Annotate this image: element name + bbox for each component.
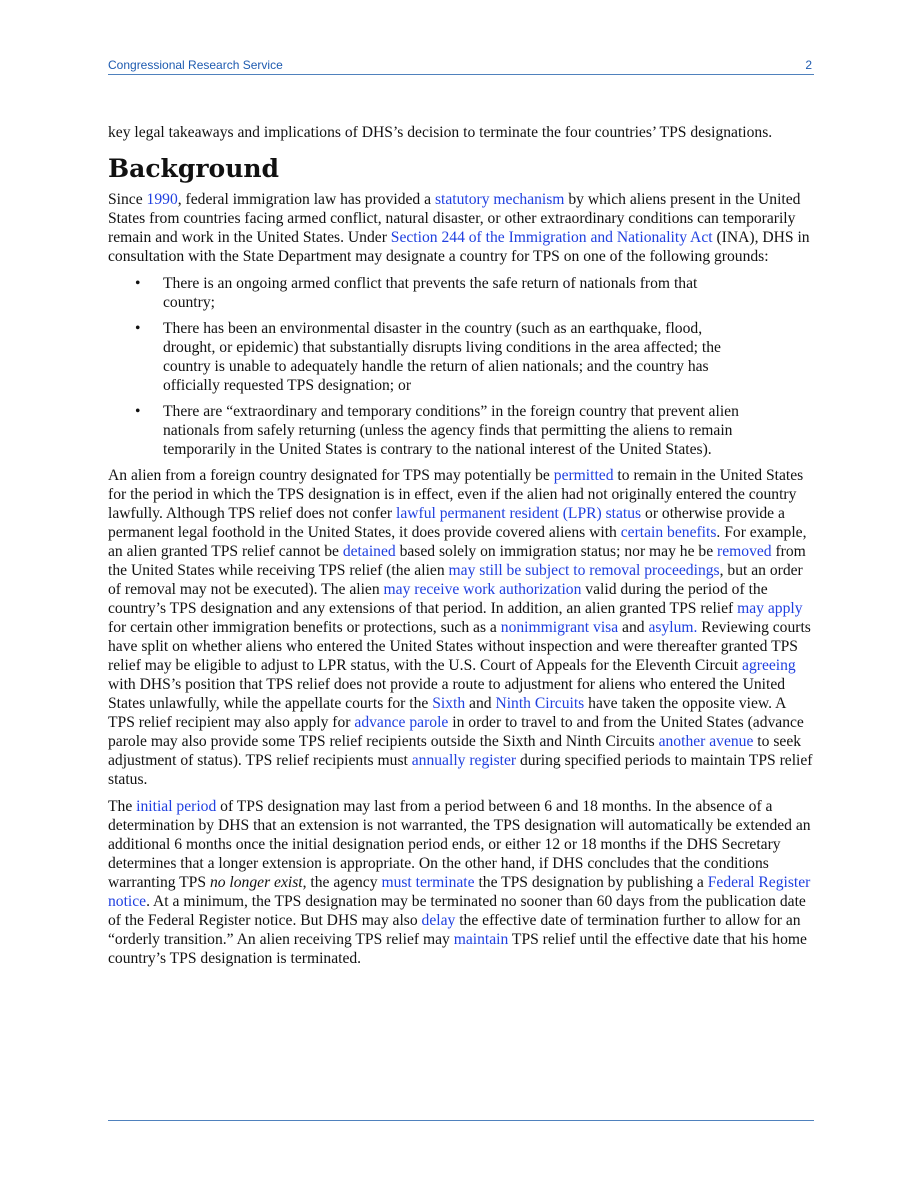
text-run: (INA), DHS in consultation with the State Department may designate a country for TPS on one of the following grounds: xyxy=(108,229,810,265)
text-run: . At a minimum, the TPS designation may be terminated no sooner than 60 days from the publication date of the Federal Register notice. But DHS may also xyxy=(108,893,806,929)
text-run: , federal immigration law has provided a xyxy=(177,191,435,208)
bullet-icon: • xyxy=(135,320,141,337)
list-item-text: There is an ongoing armed conflict that prevents the safe return of nationals from that country; xyxy=(163,275,698,311)
background-paragraph-2 xyxy=(108,466,814,789)
link-1990[interactable]: 1990 xyxy=(146,191,178,208)
footer-rule xyxy=(108,1120,814,1121)
text-run: have taken the opposite view. A TPS relief recipient may also apply for xyxy=(108,695,786,731)
bullet-icon: • xyxy=(135,403,141,420)
link-another-avenue[interactable]: another avenue xyxy=(658,733,754,750)
link-nonimmigrant-visa[interactable]: nonimmigrant visa xyxy=(500,619,619,636)
link-detained[interactable]: detained xyxy=(342,543,396,560)
text-run: TPS relief until the effective date that his home country’s TPS designation is terminated. xyxy=(108,931,807,967)
text-run: , the agency xyxy=(302,874,382,891)
section-heading-background: Background xyxy=(108,154,280,183)
link-asylum[interactable]: asylum. xyxy=(648,619,698,636)
text-run: based solely on immigration status; nor may he be xyxy=(395,543,718,560)
text-run: by which aliens present in the United States from countries facing armed conflict, natural disaster, or other extraordinary conditions can temporarily remain and work in the United States. Under xyxy=(108,191,801,246)
text-run: valid during the period of the country’s TPS designation and any extensions of that period. In addition, an alien granted TPS relief xyxy=(108,581,768,617)
text-run: the TPS designation by publishing a xyxy=(474,874,708,891)
emphasis-no-longer-exist: no longer exist xyxy=(209,874,303,891)
link-annually-register[interactable]: annually register xyxy=(411,752,517,769)
text-run: for certain other immigration benefits or protections, such as a xyxy=(108,619,501,636)
link-removal-proceedings[interactable]: may still be subject to removal proceedings xyxy=(448,562,720,579)
background-paragraph-3 xyxy=(108,797,814,968)
text-run: and xyxy=(465,695,496,712)
link-work-authorization[interactable]: may receive work authorization xyxy=(383,581,582,598)
text-run: and xyxy=(618,619,649,636)
list-item xyxy=(108,274,814,312)
list-item-text: There are “extraordinary and temporary conditions” in the foreign country that prevent alien nationals from safely returning (unless the agency finds that permitting the aliens to remain temporarily in the United States is contrary to the national interest of the United States). xyxy=(163,403,739,458)
list-item xyxy=(108,402,814,459)
text-run: Reviewing courts have split on whether aliens who entered the United States without inspection and were thereafter granted TPS relief may be eligible to adjust to LPR status, with the U.S. Court of Appeals for the Eleventh Circuit xyxy=(108,619,811,674)
page-number: 2 xyxy=(805,58,812,72)
text-run: to seek adjustment of status). TPS relief recipients must xyxy=(108,733,802,769)
link-must-terminate[interactable]: must terminate xyxy=(381,874,475,891)
text-run: during specified periods to maintain TPS relief status. xyxy=(108,752,813,788)
link-permitted[interactable]: permitted xyxy=(553,467,614,484)
running-header xyxy=(108,58,814,74)
list-item-text: There has been an environmental disaster in the country (such as an earthquake, flood, drought, or epidemic) that substantially disrupts living conditions in the area affected; the country is unable to adequately handle the return of alien nationals; and the country has officially requested TPS designation; or xyxy=(163,320,721,394)
text-run: with DHS’s position that TPS relief does not provide a route to adjustment for aliens who entered the United States unlawfully, while the appellate courts for the xyxy=(108,676,786,712)
text-run: of TPS designation may last from a period between 6 and 18 months. In the absence of a determination by DHS that an extension is not warranted, the TPS designation will automatically be extended an additional 6 months once the initial designation period ends, or either 12 or 18 months if the DHS Secretary determines that a longer extension is appropriate. On the other hand, if DHS concludes that the conditions warranting TPS xyxy=(108,798,811,891)
link-lpr-status[interactable]: lawful permanent resident (LPR) status xyxy=(396,505,642,522)
link-delay[interactable]: delay xyxy=(421,912,456,929)
text-run: The xyxy=(108,798,137,815)
document-body xyxy=(108,123,814,968)
link-statutory-mechanism[interactable]: statutory mechanism xyxy=(434,191,565,208)
text-run: , but an order of removal may not be executed). The alien xyxy=(108,562,803,598)
text-run: Since xyxy=(108,191,147,208)
header-rule xyxy=(108,74,814,75)
text-run: from the United States while receiving TPS relief (the alien xyxy=(108,543,806,579)
list-item xyxy=(108,319,814,395)
header-organization: Congressional Research Service xyxy=(108,58,283,72)
text-run: or otherwise provide a permanent legal foothold in the United States, it does provide covered aliens with xyxy=(108,505,785,541)
link-certain-benefits[interactable]: certain benefits xyxy=(620,524,717,541)
link-ninth-circuits[interactable]: Ninth Circuits xyxy=(495,695,585,712)
link-removed[interactable]: removed xyxy=(717,543,772,560)
text-run: the effective date of termination further to allow for an “orderly transition.” An alien receiving TPS relief may xyxy=(108,912,801,948)
link-federal-register-notice[interactable]: Federal Register notice xyxy=(108,874,811,910)
grounds-list xyxy=(108,274,814,459)
link-initial-period[interactable]: initial period xyxy=(136,798,217,815)
link-maintain[interactable]: maintain xyxy=(453,931,509,948)
link-advance-parole[interactable]: advance parole xyxy=(354,714,449,731)
link-agreeing[interactable]: agreeing xyxy=(742,657,796,674)
intro-paragraph: key legal takeaways and implications of DHS’s decision to terminate the four countries’ TPS designations. xyxy=(108,124,773,141)
text-run: An alien from a foreign country designated for TPS may potentially be xyxy=(108,467,554,484)
background-paragraph-1 xyxy=(108,190,814,266)
link-ina-section-244[interactable]: Section 244 of the Immigration and Nationality Act xyxy=(390,229,713,246)
link-may-apply[interactable]: may apply xyxy=(737,600,803,617)
text-run: in order to travel to and from the United States (advance parole may also provide some TPS relief recipients outside the Sixth and Ninth Circuits xyxy=(108,714,804,750)
bullet-icon: • xyxy=(135,275,141,292)
text-run: to remain in the United States for the period in which the TPS designation is in effect, even if the alien had not originally entered the country lawfully. Although TPS relief does not confer xyxy=(108,467,804,522)
text-run: . For example, an alien granted TPS relief cannot be xyxy=(108,524,807,560)
link-sixth-circuit[interactable]: Sixth xyxy=(432,695,466,712)
